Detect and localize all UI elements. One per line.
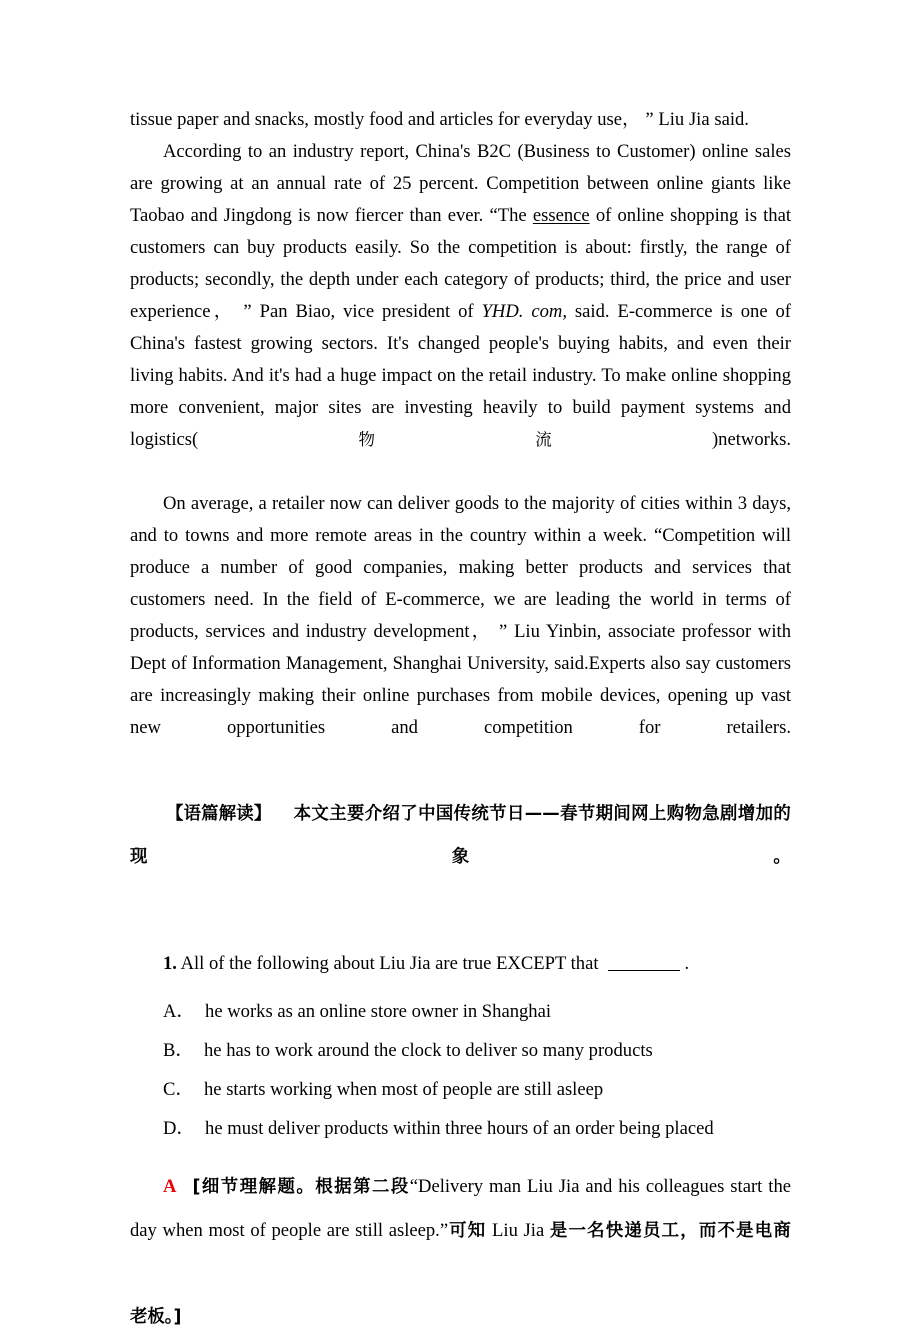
paragraph-text-part: )networks.	[711, 429, 791, 450]
option-text: he works as an online store owner in Shanghai	[205, 1001, 552, 1022]
question-text: All of the following about Liu Jia are true EXCEPT that	[176, 953, 599, 974]
keyword-essence: essence	[532, 205, 590, 226]
question-text-end: .	[684, 953, 690, 974]
paragraph-text-part: of online shopping is that customers can buy products easily. So the competition is about: firstly, the range of products; secondly, the depth under each category of products; third, the price and user experience， ” Pan Biao, vice president of	[130, 205, 791, 322]
option-text: he has to work around the clock to deliver so many products	[204, 1040, 653, 1061]
question-number: 1.	[163, 953, 177, 974]
option-letter: A．	[163, 1001, 196, 1022]
explanation-person-name: Liu Jia	[486, 1220, 550, 1241]
analysis-label: 【语篇解读】	[166, 804, 272, 824]
option-d[interactable]	[130, 1109, 791, 1148]
analysis-body: 本文主要介绍了中国传统节日——春节期间网上购物急剧增加的现象。	[130, 804, 791, 867]
chinese-gloss-logistics: 物流	[198, 430, 712, 449]
answer-blank[interactable]	[608, 970, 680, 971]
paragraph-text: On average, a retailer now can deliver goods to the majority of cities within 3 days, and to towns and more remote areas in the country within a week. “Competition will produce a number of good companies, making better products and services that customers need. In the field of E-commerce, we are leading the world in terms of products, services and industry development， ” Liu Yinbin, associate professor with Dept of Information Management, Shanghai University, said.Experts also say customers are increasingly making their online purchases from mobile devices, opening up vast new opportunities and competition for retailers.	[130, 493, 791, 738]
site-name-yhd: YHD. com,	[481, 301, 567, 322]
explanation-opening: [细节理解题。根据第二段	[192, 1177, 410, 1197]
answer-explanation	[130, 1165, 791, 1296]
passage-paragraph-on-average	[130, 488, 791, 776]
option-letter: C．	[163, 1079, 194, 1100]
option-b[interactable]	[130, 1031, 791, 1070]
option-list	[130, 992, 791, 1148]
option-text: he must deliver products within three hours of an order being placed	[205, 1118, 714, 1139]
question-stem	[130, 948, 791, 980]
explanation-tail: 老板。]	[130, 1307, 182, 1327]
option-letter: B．	[163, 1040, 194, 1061]
passage-paragraph-industry-report	[130, 136, 791, 488]
explanation-middle: 可知	[448, 1221, 487, 1241]
passage-paragraph-continuation	[130, 104, 791, 136]
option-letter: D．	[163, 1118, 196, 1139]
option-c[interactable]	[130, 1070, 791, 1109]
passage-analysis	[130, 793, 791, 922]
paragraph-text-part: said. E-commerce is one of China's fastest growing sectors. It's changed people's buying habits, and even their living habits. And it's had a huge impact on the retail industry. To make online shopping more convenient, major sites are investing heavily to build payment systems and logistics(	[130, 301, 791, 450]
paragraph-text-part: According to an industry report, China's B2C (Business to Customer) online sales are growing at an annual rate of 25 percent. Competition between online giants like Taobao and Jingdong is now fiercer than ever. “The	[130, 141, 791, 226]
option-text: he starts working when most of people are still asleep	[204, 1079, 604, 1100]
paragraph-text: tissue paper and snacks, mostly food and articles for everyday use， ” Liu Jia said.	[130, 109, 749, 130]
option-a[interactable]	[130, 992, 791, 1031]
page-content	[130, 104, 791, 1339]
explanation-quote: “Delivery man Liu Jia and his colleagues start the day when most of people are still asleep.”	[130, 1176, 791, 1241]
explanation-chinese: 是一名快递员工，而不是电商	[549, 1221, 792, 1241]
correct-answer-letter: A	[163, 1176, 177, 1197]
